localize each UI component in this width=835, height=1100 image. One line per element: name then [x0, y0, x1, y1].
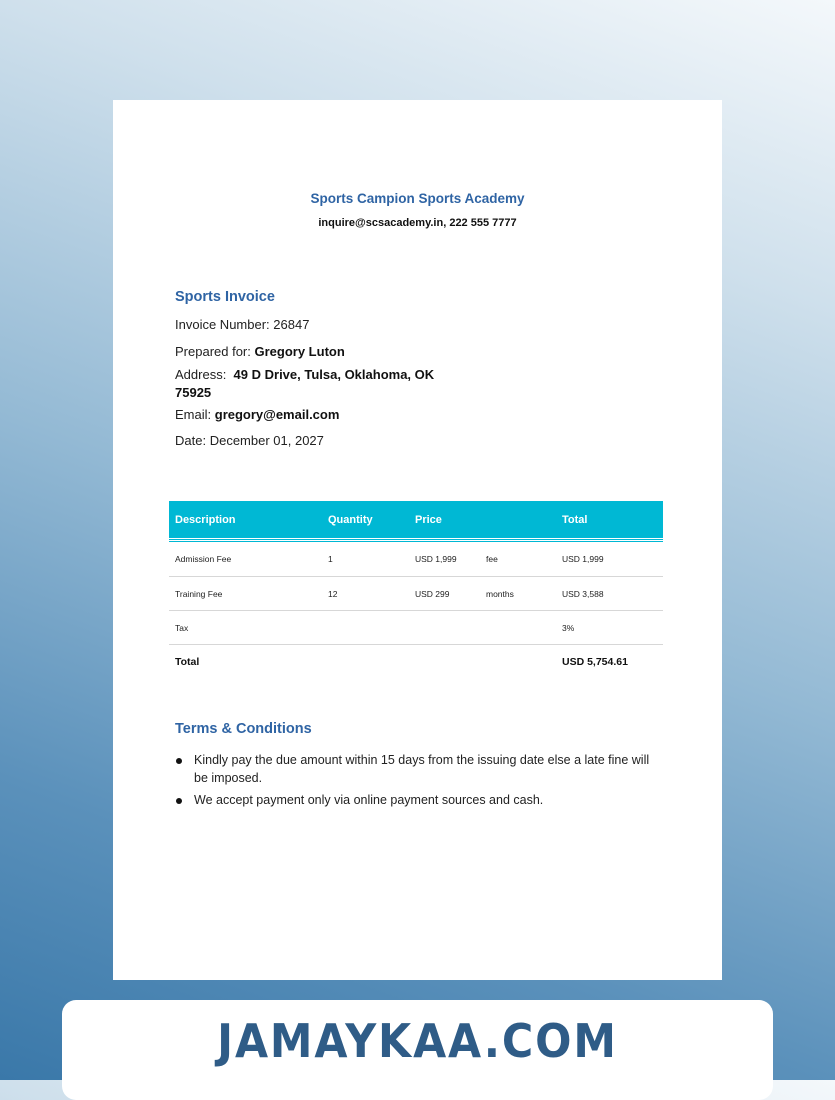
table-total-row [169, 645, 663, 679]
email-label: Email: [175, 407, 212, 422]
cell-quantity: 12 [328, 588, 338, 599]
header-price: Price [415, 514, 442, 526]
term-text: We accept payment only via online payment sources and cash. [194, 793, 544, 807]
table-row [169, 577, 663, 611]
invoice-table [169, 501, 663, 679]
cell-unit: fee [486, 553, 498, 564]
cell-total: 3% [562, 622, 575, 633]
date-field [175, 432, 324, 450]
bullet-icon [176, 798, 182, 804]
prepared-for-field [175, 343, 345, 361]
watermark-text: JAMAYKAA.COM [217, 1014, 618, 1068]
list-item [175, 751, 655, 787]
cell-total: USD 3,588 [562, 588, 604, 599]
header-quantity: Quantity [328, 514, 373, 526]
cell-description: Training Fee [175, 588, 223, 599]
header-total: Total [562, 514, 588, 526]
invoice-document [113, 100, 722, 980]
list-item [175, 791, 655, 809]
address-label: Address: [175, 367, 227, 382]
watermark-banner [62, 1000, 773, 1100]
cell-quantity: 1 [328, 553, 333, 564]
table-row [169, 611, 663, 645]
date-value: December 01, 2027 [209, 433, 324, 448]
address-field [175, 366, 450, 402]
bullet-icon [176, 758, 182, 764]
cell-price: USD 1,999 [415, 553, 457, 564]
total-label: Total [175, 656, 200, 668]
terms-list [175, 751, 655, 813]
email-field [175, 406, 339, 424]
organization-contact: inquire@scsacademy.in, 222 555 7777 [318, 217, 517, 229]
invoice-title: Sports Invoice [175, 289, 275, 305]
invoice-number-value: 26847 [273, 317, 310, 332]
term-text: Kindly pay the due amount within 15 days from the issuing date else a late fine will be imposed. [194, 753, 650, 785]
invoice-number-label: Invoice Number: [175, 317, 270, 332]
email-value: gregory@email.com [214, 407, 340, 422]
terms-title: Terms & Conditions [175, 721, 312, 737]
organization-name: Sports Campion Sports Academy [310, 191, 525, 206]
header-description: Description [175, 514, 236, 526]
invoice-number-field [175, 316, 309, 334]
date-label: Date: [175, 433, 207, 448]
prepared-for-value: Gregory Luton [254, 344, 345, 359]
cell-description: Tax [175, 622, 189, 633]
table-row [169, 541, 663, 577]
cell-total: USD 1,999 [562, 553, 604, 564]
cell-description: Admission Fee [175, 553, 232, 564]
total-value: USD 5,754.61 [562, 656, 628, 668]
cell-price: USD 299 [415, 588, 450, 599]
prepared-for-label: Prepared for: [175, 344, 251, 359]
cell-unit: months [486, 588, 514, 599]
address-value: 49 D Drive, Tulsa, Oklahoma, OK 75925 [175, 367, 435, 400]
table-header-row [169, 501, 663, 541]
